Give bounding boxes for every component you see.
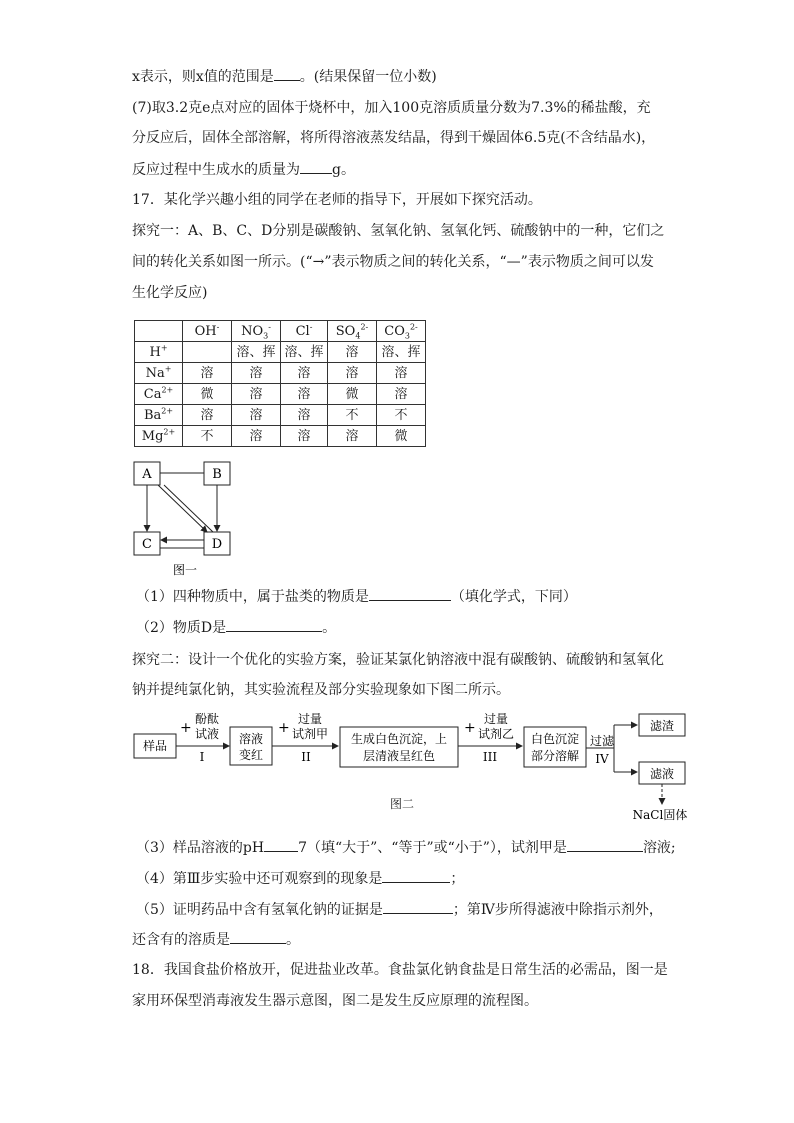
- table-cell: 溶: [281, 426, 328, 447]
- nacl-solid-label: NaCl固体: [632, 808, 688, 822]
- question-18-line2: 家用环保型消毒液发生器示意图，图二是发生反应原理的流程图。: [132, 993, 538, 1009]
- plus-sign: +: [278, 720, 290, 736]
- table-cell: 溶、挥: [281, 342, 328, 363]
- question-5-cont: [132, 929, 300, 950]
- text-q4: （4）第Ⅲ步实验中还可观察到的现象是: [136, 871, 383, 887]
- box-precipitate-line1: 生成白色沉淀，上: [350, 732, 448, 746]
- table-row: [135, 426, 426, 447]
- table-row-header: $Ca^{2+}$: [135, 384, 183, 405]
- table-cell: 溶: [183, 405, 232, 426]
- node-d: D: [211, 537, 223, 552]
- answer-blank[interactable]: [382, 868, 450, 883]
- box-residue-text: 滤渣: [649, 719, 675, 733]
- answer-blank[interactable]: [230, 929, 286, 944]
- question-1: [136, 586, 577, 607]
- table-col-header: $CO_3^{2-}$: [377, 321, 426, 342]
- table-header-row: [135, 321, 426, 342]
- table-cell: 溶: [232, 405, 281, 426]
- table-cell: 溶: [328, 342, 377, 363]
- table-cell: 溶、挥: [232, 342, 281, 363]
- text-q3-mid: 7（填“大于”、“等于”或“小于”），试剂甲是: [298, 840, 567, 856]
- text-q5-end: 。: [286, 932, 300, 948]
- answer-blank[interactable]: [274, 66, 300, 81]
- step-3-number: III: [482, 750, 498, 764]
- box-sample-text: 样品: [142, 739, 168, 753]
- plus-sign: +: [464, 720, 476, 736]
- table-col-header: OH-: [183, 321, 232, 342]
- box-turn-red-line2: 变红: [238, 748, 264, 762]
- text-q2: （2）物质D是: [136, 620, 227, 636]
- text-q5-mid: ；第Ⅳ步所得滤液中除指示剂外，: [452, 902, 663, 918]
- table-row: [135, 342, 426, 363]
- question-17-title: 17．某化学兴趣小组的同学在老师的指导下，开展如下探究活动。: [132, 192, 542, 208]
- answer-blank[interactable]: [369, 586, 451, 601]
- table-row-header: Na+: [135, 363, 183, 384]
- arrow-a-d: [158, 485, 207, 532]
- text-q3-end: 溶液;: [642, 840, 676, 856]
- explore-one-line1: 探究一：A、B、C、D分别是碳酸钠、氢氧化钠、氢氧化钙、硫酸钠中的一种，它们之: [132, 223, 665, 239]
- text-x-range: x表示，则x值的范围是: [132, 69, 274, 85]
- table-row: [135, 405, 426, 426]
- step-1-reagent-a: 酚酞: [194, 712, 220, 726]
- table-cell: 溶: [281, 363, 328, 384]
- table-cell: 微: [183, 384, 232, 405]
- table-corner-cell: [135, 321, 183, 342]
- text-x-range-note: 。(结果保留一位小数): [299, 69, 437, 85]
- question-5: [136, 899, 663, 920]
- table-col-header: Cl-: [281, 321, 328, 342]
- box-precipitate-line2: 层清液呈红色: [362, 749, 436, 763]
- text-water-mass: 反应过程中生成水的质量为: [132, 162, 300, 178]
- step-2-number: II: [301, 750, 311, 764]
- table-cell: 溶: [328, 426, 377, 447]
- node-b: B: [212, 467, 222, 482]
- table-cell: 溶: [377, 363, 426, 384]
- question-2: [136, 617, 336, 638]
- step-4-number: IV: [595, 752, 609, 766]
- table-cell: 溶: [281, 405, 328, 426]
- explore-two-line2: 钠并提纯氯化钠，其实验流程及部分实验现象如下图二所示。: [132, 682, 510, 698]
- table-cell: 溶、挥: [377, 342, 426, 363]
- text-q1-note: （填化学式，下同）: [450, 589, 577, 605]
- table-cell: 溶: [183, 363, 232, 384]
- box-dissolve-line2: 部分溶解: [530, 749, 580, 763]
- text-q2-end: 。: [322, 620, 337, 636]
- text-q5-cont: 还含有的溶质是: [132, 932, 230, 948]
- table-cell: 不: [328, 405, 377, 426]
- figure-1-relation-diagram: [128, 456, 240, 578]
- text-unit-g: g。: [332, 162, 355, 178]
- edge-a-d: [164, 485, 213, 532]
- answer-blank[interactable]: [567, 837, 643, 852]
- table-cell: [183, 342, 232, 363]
- node-a: A: [142, 467, 152, 482]
- plus-sign: +: [180, 720, 192, 736]
- table-cell: 溶: [281, 384, 328, 405]
- table-row: [135, 363, 426, 384]
- question-4: [136, 868, 464, 889]
- answer-blank[interactable]: [300, 159, 332, 174]
- table-row: [135, 384, 426, 405]
- answer-blank[interactable]: [383, 899, 453, 914]
- table-cell: 微: [328, 384, 377, 405]
- line-question-7-cont: 分反应后，固体全部溶解，将所得溶液蒸发结晶，得到干燥固体6.5克(不含结晶水)，: [132, 130, 656, 146]
- question-3: [136, 837, 676, 858]
- question-18-line1: 18．我国食盐价格放开，促进盐业改革。食盐氯化钠食盐是日常生活的必需品，图一是: [132, 962, 668, 978]
- text-q5: （5）证明药品中含有氢氧化钠的证据是: [136, 902, 383, 918]
- step-4-filter: 过滤: [589, 734, 615, 748]
- step-3-reagent-b: 试剂乙: [477, 727, 515, 741]
- step-1-reagent-b: 试液: [194, 727, 220, 741]
- answer-blank[interactable]: [264, 837, 298, 852]
- explore-one-line3: 生化学反应): [132, 285, 208, 301]
- step-3-reagent-a: 过量: [483, 712, 509, 726]
- table-row-header: $Ba^{2+}$: [135, 405, 183, 426]
- step-1-number: I: [199, 750, 205, 764]
- table-cell: 溶: [232, 426, 281, 447]
- line-x-range: [132, 66, 437, 87]
- box-turn-red-line1: 溶液: [238, 732, 264, 746]
- table-row-header: H+: [135, 342, 183, 363]
- table-cell: 溶: [377, 384, 426, 405]
- step-2-reagent-b: 试剂甲: [291, 727, 329, 741]
- box-dissolve-line1: 白色沉淀: [530, 732, 580, 746]
- line-water-mass: [132, 159, 355, 180]
- text-q1: （1）四种物质中，属于盐类的物质是: [136, 589, 369, 605]
- explore-two-line1: 探究二：设计一个优化的实验方案，验证某氯化钠溶液中混有碳酸钠、硫酸钠和氢氧化: [132, 652, 664, 668]
- table-cell: 不: [183, 426, 232, 447]
- box-filtrate-text: 滤液: [649, 767, 675, 781]
- explore-one-line2: 间的转化关系如图一所示。(“→”表示物质之间的转化关系，“—”表示物质之间可以发: [132, 254, 654, 270]
- step-2-reagent-a: 过量: [297, 712, 323, 726]
- table-cell: 不: [377, 405, 426, 426]
- solubility-table: [134, 320, 426, 447]
- text-q3: （3）样品溶液的pH: [136, 840, 265, 856]
- table-cell: 溶: [232, 363, 281, 384]
- line-question-7: (7)取3.2克e点对应的固体于烧杯中，加入100克溶质质量分数为7.3%的稀盐酸，充: [132, 100, 651, 116]
- table-cell: 溶: [232, 384, 281, 405]
- table-row-header: $Mg^{2+}$: [135, 426, 183, 447]
- table-col-header: $SO_4^{2-}$: [328, 321, 377, 342]
- table-cell: 微: [377, 426, 426, 447]
- node-c: C: [142, 537, 152, 552]
- table-cell: 溶: [328, 363, 377, 384]
- text-q4-end: ；: [450, 871, 465, 887]
- figure-2-caption: 图二: [390, 797, 415, 811]
- answer-blank[interactable]: [226, 617, 322, 632]
- table-col-header: $NO_3^-$: [232, 321, 281, 342]
- figure-1-caption: 图一: [172, 563, 198, 577]
